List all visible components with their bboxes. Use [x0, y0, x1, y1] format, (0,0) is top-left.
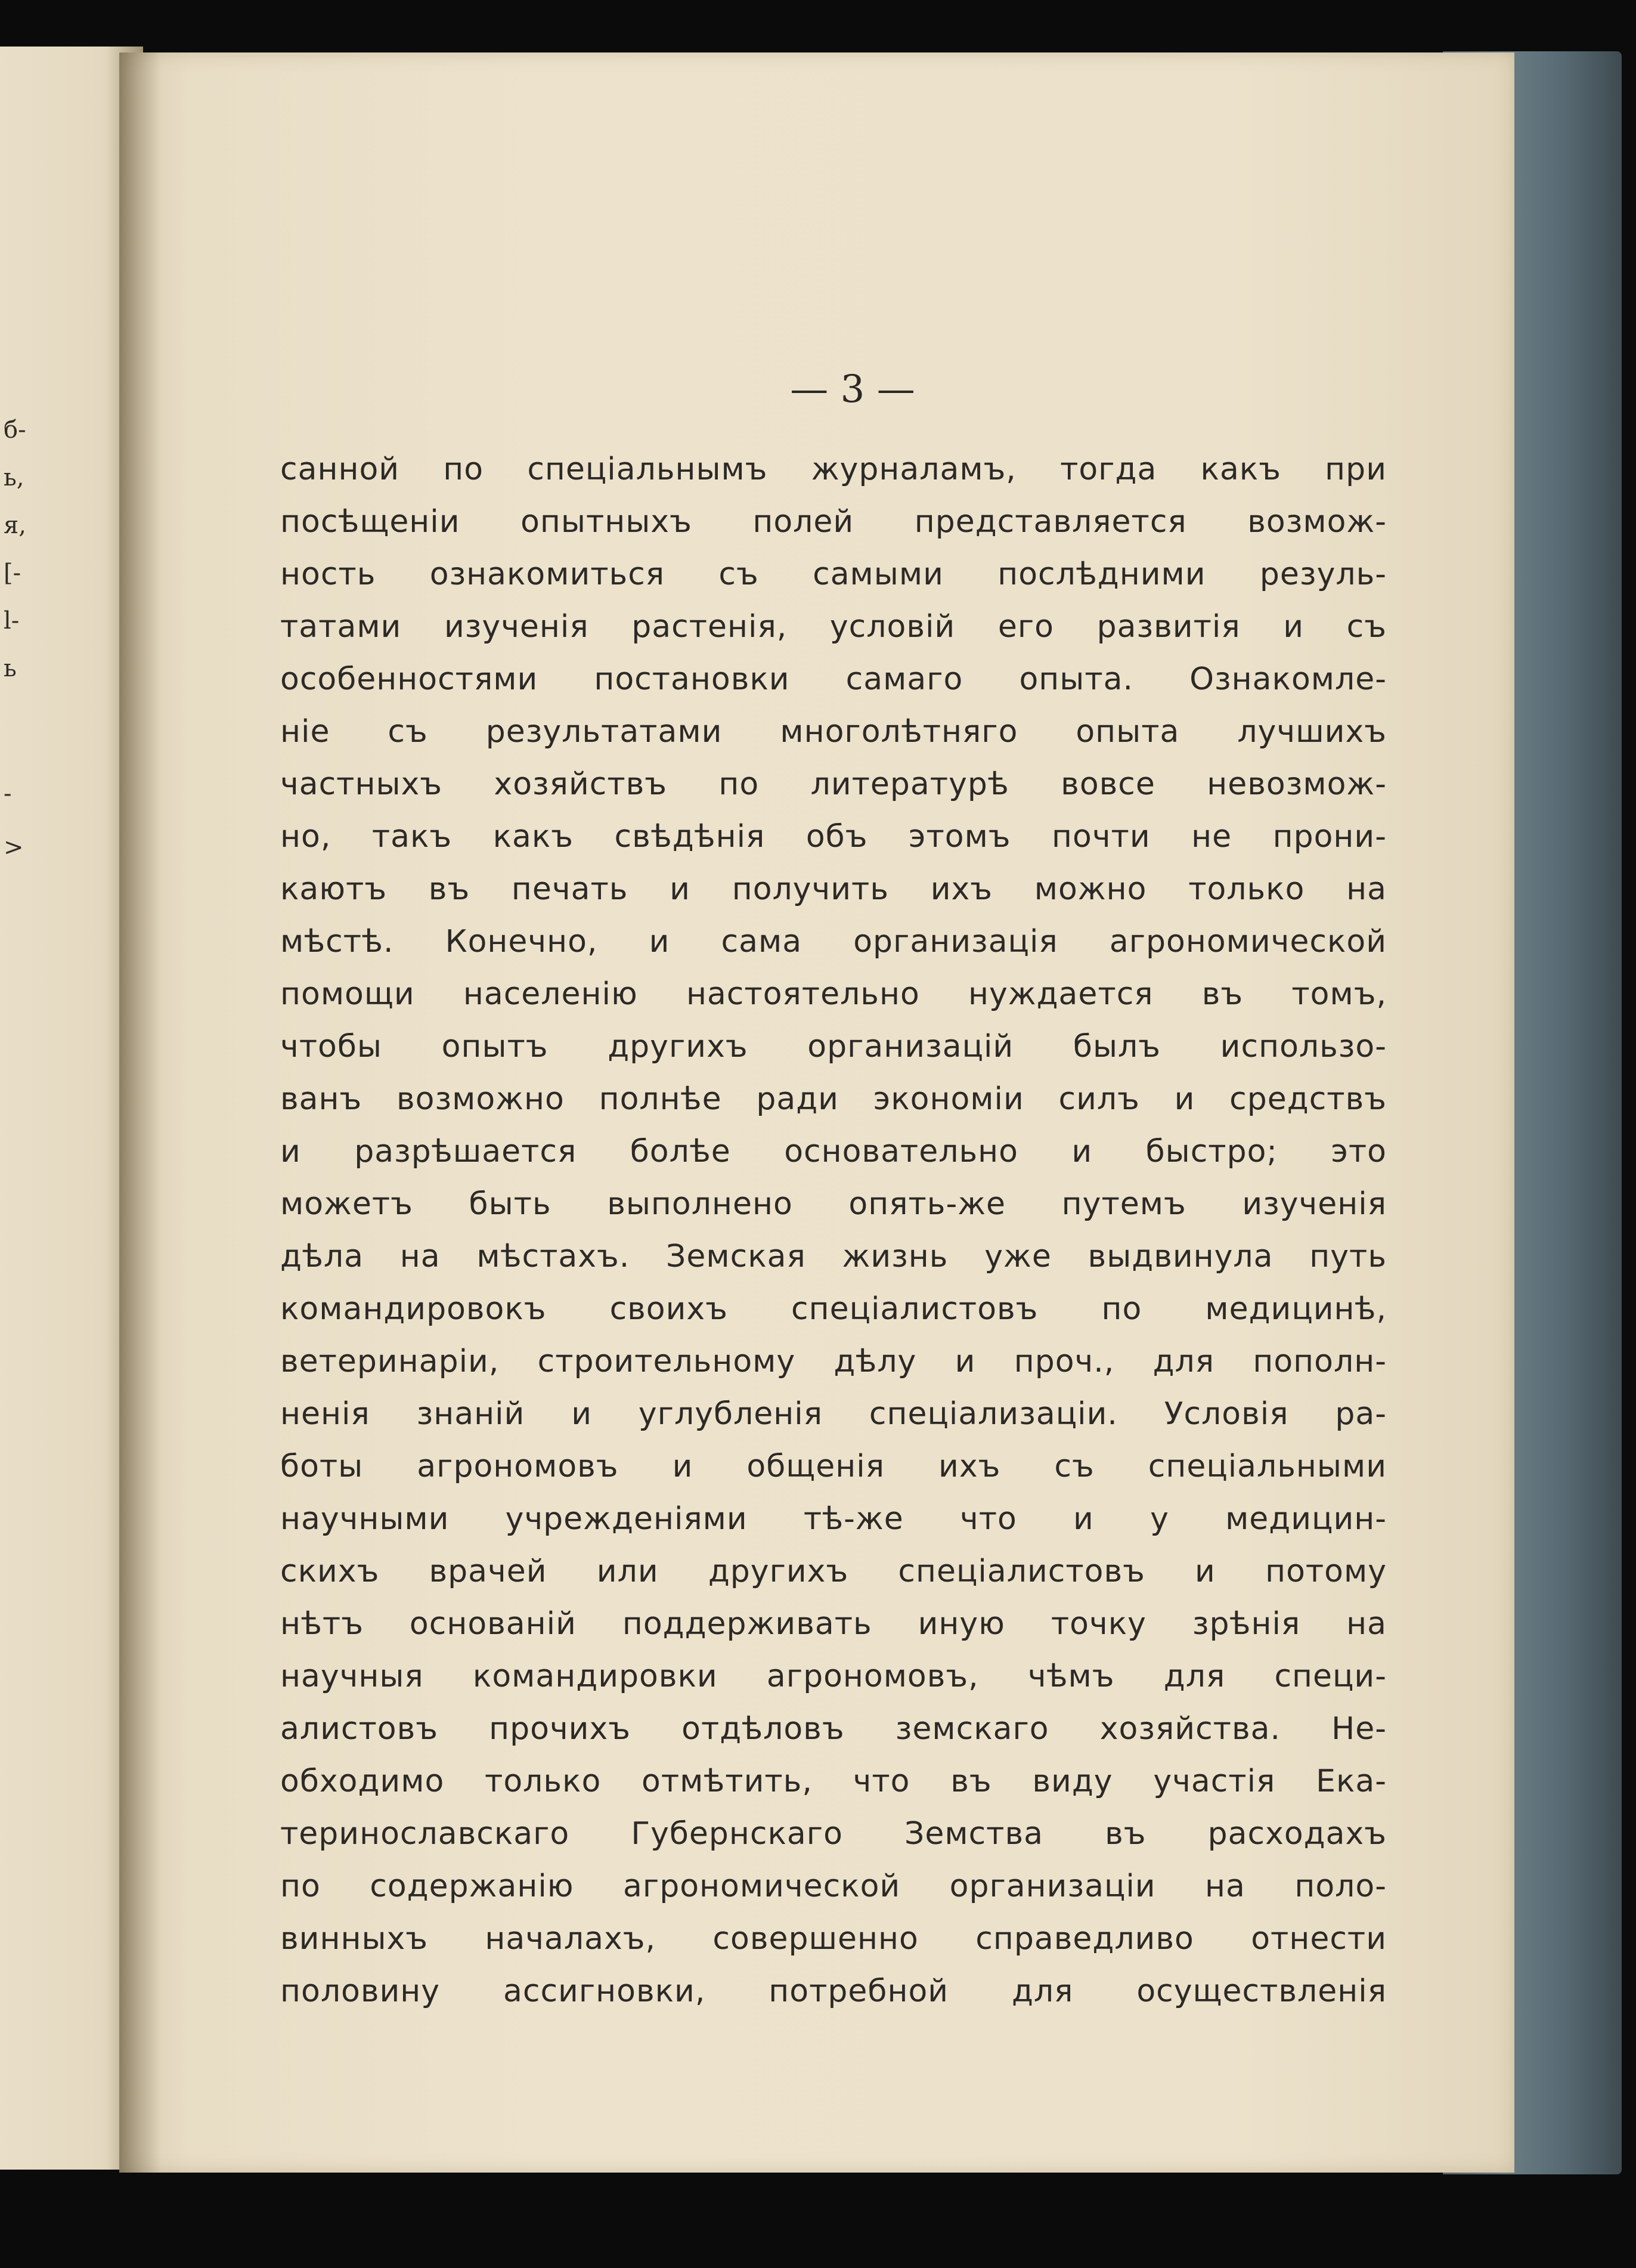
prev-page-fragment: l-: [4, 607, 20, 635]
text-line: но, такъ какъ свѣдѣнія объ этомъ почти не прони-: [280, 819, 1387, 855]
text-line: ніе съ результатами многолѣтняго опыта лучшихъ: [280, 714, 1387, 750]
text-line: дѣла на мѣстахъ. Земская жизнь уже выдвинула путь: [280, 1239, 1387, 1274]
text-line: половину ассигновки, потребной для осуществленія: [280, 1973, 1387, 2009]
scan-border-bottom: [0, 2179, 1636, 2268]
text-line: особенностями постановки самаго опыта. Ознакомле-: [280, 661, 1387, 697]
prev-page-fragment: >: [4, 834, 24, 861]
text-line: скихъ врачей или другихъ спеціалистовъ и потому: [280, 1554, 1387, 1589]
text-line: помощи населенію настоятельно нуждается въ томъ,: [280, 976, 1387, 1012]
text-line: научными учрежденіями тѣ-же что и у медицин-: [280, 1501, 1387, 1537]
text-line: и разрѣшается болѣе основательно и быстро; это: [280, 1134, 1387, 1169]
book-page: [119, 52, 1514, 2173]
prev-page-fragment: я,: [4, 512, 26, 539]
text-line: можетъ быть выполнено опять-же путемъ изученія: [280, 1186, 1387, 1222]
text-line: посѣщеніи опытныхъ полей представляется возмож-: [280, 504, 1387, 540]
text-line: боты агрономовъ и общенія ихъ съ спеціальными: [280, 1449, 1387, 1484]
text-line: каютъ въ печать и получить ихъ можно только на: [280, 871, 1387, 907]
text-line: татами изученія растенія, условій его развитія и съ: [280, 609, 1387, 645]
text-line: винныхъ началахъ, совершенно справедливо отнести: [280, 1921, 1387, 1957]
prev-page-fragment: ь,: [4, 464, 24, 491]
prev-page-fragment: [-: [4, 559, 21, 587]
text-line: теринославскаго Губернскаго Земства въ расходахъ: [280, 1816, 1387, 1852]
text-line: обходимо только отмѣтить, что въ виду участія Ека-: [280, 1763, 1387, 1799]
text-line: командировокъ своихъ спеціалистовъ по медицинѣ,: [280, 1291, 1387, 1327]
prev-page-fragment: ь: [4, 655, 17, 682]
text-line: алистовъ прочихъ отдѣловъ земскаго хозяйства. Не-: [280, 1711, 1387, 1747]
text-line: научныя командировки агрономовъ, чѣмъ для специ-: [280, 1659, 1387, 1694]
text-line: чтобы опытъ другихъ организацій былъ использо-: [280, 1029, 1387, 1065]
text-line: ванъ возможно полнѣе ради экономіи силъ и средствъ: [280, 1081, 1387, 1117]
text-line: мѣстѣ. Конечно, и сама организація агрономической: [280, 924, 1387, 960]
text-line: нѣтъ основаній поддерживать иную точку зрѣнія на: [280, 1606, 1387, 1642]
prev-page-fragment: б-: [4, 416, 26, 444]
prev-page-fragment: -: [4, 780, 12, 807]
page-number: — 3 —: [790, 367, 915, 411]
text-line: санной по спеціальнымъ журналамъ, тогда какъ при: [280, 451, 1387, 487]
text-line: частныхъ хозяйствъ по литературѣ вовсе невозмож-: [280, 766, 1387, 802]
text-line: ненія знаній и углубленія спеціализаціи. Условія ра-: [280, 1396, 1387, 1432]
body-text: [280, 443, 1387, 2018]
text-line: по содержанію агрономической организаціи на поло-: [280, 1868, 1387, 1904]
text-line: ность ознакомиться съ самыми послѣдними резуль-: [280, 556, 1387, 592]
text-line: ветеринаріи, строительному дѣлу и проч., для пополн-: [280, 1344, 1387, 1379]
